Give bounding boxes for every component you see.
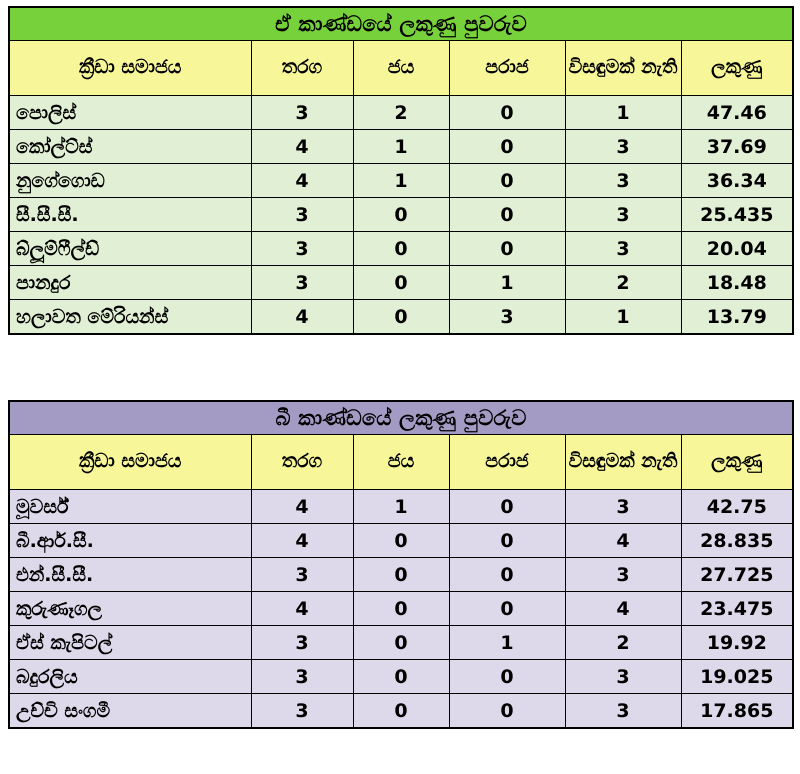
- cell-no-result: 3: [565, 198, 681, 232]
- cell-played: 4: [251, 592, 353, 626]
- cell-team: උච්චි සංගමී: [9, 694, 251, 729]
- column-header-points: ලකුණු: [681, 41, 793, 96]
- cell-points: 37.69: [681, 130, 793, 164]
- cell-points: 18.48: [681, 266, 793, 300]
- table-row: [9, 198, 793, 232]
- cell-won: 1: [353, 164, 449, 198]
- cell-played: 3: [251, 96, 353, 130]
- cell-lost: 0: [449, 660, 565, 694]
- cell-no-result: 3: [565, 164, 681, 198]
- table-header-row: [9, 41, 793, 96]
- cell-no-result: 4: [565, 592, 681, 626]
- cell-played: 4: [251, 524, 353, 558]
- cell-no-result: 3: [565, 232, 681, 266]
- cell-won: 0: [353, 198, 449, 232]
- table-row: [9, 130, 793, 164]
- cell-team: කුරුණෑගල: [9, 592, 251, 626]
- cell-team: ඒස් කැපිටල්: [9, 626, 251, 660]
- cell-lost: 0: [449, 96, 565, 130]
- cell-team: නුගේගොඩ: [9, 164, 251, 198]
- cell-points: 17.865: [681, 694, 793, 729]
- cell-no-result: 3: [565, 490, 681, 524]
- table-row: [9, 694, 793, 729]
- column-header-lost: පරාජ: [449, 435, 565, 490]
- column-header-won: ජය: [353, 41, 449, 96]
- column-header-lost: පරාජ: [449, 41, 565, 96]
- table-row: [9, 164, 793, 198]
- cell-won: 0: [353, 626, 449, 660]
- points-table-group-b: [8, 400, 792, 729]
- cell-won: 0: [353, 694, 449, 729]
- table-row: [9, 300, 793, 335]
- cell-no-result: 3: [565, 694, 681, 729]
- cell-won: 0: [353, 300, 449, 335]
- cell-played: 3: [251, 198, 353, 232]
- cell-team: කෝල්ට්ස්: [9, 130, 251, 164]
- table-row: [9, 490, 793, 524]
- cell-no-result: 2: [565, 266, 681, 300]
- column-header-played: තරග: [251, 435, 353, 490]
- table-row: [9, 266, 793, 300]
- cell-no-result: 4: [565, 524, 681, 558]
- column-header-won: ජය: [353, 435, 449, 490]
- cell-points: 13.79: [681, 300, 793, 335]
- cell-points: 36.34: [681, 164, 793, 198]
- cell-team: මූවර්ස්: [9, 490, 251, 524]
- table-row: [9, 96, 793, 130]
- cell-team: පානදුර: [9, 266, 251, 300]
- cell-played: 3: [251, 626, 353, 660]
- cell-won: 1: [353, 490, 449, 524]
- cell-points: 28.835: [681, 524, 793, 558]
- cell-lost: 3: [449, 300, 565, 335]
- cell-played: 4: [251, 164, 353, 198]
- cell-played: 3: [251, 266, 353, 300]
- cell-won: 0: [353, 232, 449, 266]
- cell-played: 4: [251, 300, 353, 335]
- cell-won: 0: [353, 558, 449, 592]
- cell-no-result: 1: [565, 300, 681, 335]
- cell-won: 0: [353, 592, 449, 626]
- cell-played: 3: [251, 660, 353, 694]
- cell-lost: 0: [449, 694, 565, 729]
- cell-lost: 0: [449, 524, 565, 558]
- cell-points: 19.025: [681, 660, 793, 694]
- cell-no-result: 2: [565, 626, 681, 660]
- cell-won: 0: [353, 524, 449, 558]
- cell-team: පොලිස්: [9, 96, 251, 130]
- cell-lost: 1: [449, 626, 565, 660]
- cell-played: 3: [251, 558, 353, 592]
- points-table-group-a: [8, 6, 792, 335]
- cell-no-result: 3: [565, 130, 681, 164]
- cell-points: 23.475: [681, 592, 793, 626]
- cell-lost: 0: [449, 232, 565, 266]
- cell-lost: 0: [449, 592, 565, 626]
- cell-team: එන්.සී.සී.: [9, 558, 251, 592]
- column-header-no-result: විසඳුමක් නැති: [565, 435, 681, 490]
- table-row: [9, 626, 793, 660]
- table-header-row: [9, 435, 793, 490]
- cell-team: සී.සී.සී.: [9, 198, 251, 232]
- table-row: [9, 524, 793, 558]
- cell-lost: 0: [449, 198, 565, 232]
- column-header-no-result: විසඳුමක් නැති: [565, 41, 681, 96]
- cell-lost: 1: [449, 266, 565, 300]
- cell-played: 3: [251, 232, 353, 266]
- cell-no-result: 1: [565, 96, 681, 130]
- cell-played: 3: [251, 694, 353, 729]
- cell-points: 19.92: [681, 626, 793, 660]
- cell-won: 2: [353, 96, 449, 130]
- cell-played: 4: [251, 130, 353, 164]
- cell-team: බදුරලිය: [9, 660, 251, 694]
- cell-won: 0: [353, 266, 449, 300]
- table-title: ඒ කාණ්ඩයේ ලකුණු පුවරුව: [9, 7, 793, 41]
- cell-no-result: 3: [565, 558, 681, 592]
- table-title-row: [9, 7, 793, 41]
- table-title: බී කාණ්ඩයේ ලකුණු පුවරුව: [9, 401, 793, 435]
- score-table: [8, 400, 794, 729]
- table-row: [9, 660, 793, 694]
- cell-lost: 0: [449, 164, 565, 198]
- table-row: [9, 232, 793, 266]
- column-header-played: තරග: [251, 41, 353, 96]
- cell-lost: 0: [449, 558, 565, 592]
- cell-points: 20.04: [681, 232, 793, 266]
- cell-points: 25.435: [681, 198, 793, 232]
- cell-team: බී.ආර්.සී.: [9, 524, 251, 558]
- cell-no-result: 3: [565, 660, 681, 694]
- cell-points: 27.725: [681, 558, 793, 592]
- column-header-team: ක්‍රීඩා සමාජය: [9, 435, 251, 490]
- cell-points: 47.46: [681, 96, 793, 130]
- cell-points: 42.75: [681, 490, 793, 524]
- cell-team: බ්ලූම්ෆීල්ඩ්: [9, 232, 251, 266]
- score-table: [8, 6, 794, 335]
- column-header-team: ක්‍රීඩා සමාජය: [9, 41, 251, 96]
- cell-won: 1: [353, 130, 449, 164]
- table-title-row: [9, 401, 793, 435]
- table-row: [9, 592, 793, 626]
- cell-played: 4: [251, 490, 353, 524]
- cell-team: හලාවත මේරියන්ස්: [9, 300, 251, 335]
- table-row: [9, 558, 793, 592]
- cell-lost: 0: [449, 130, 565, 164]
- cell-won: 0: [353, 660, 449, 694]
- cell-lost: 0: [449, 490, 565, 524]
- column-header-points: ලකුණු: [681, 435, 793, 490]
